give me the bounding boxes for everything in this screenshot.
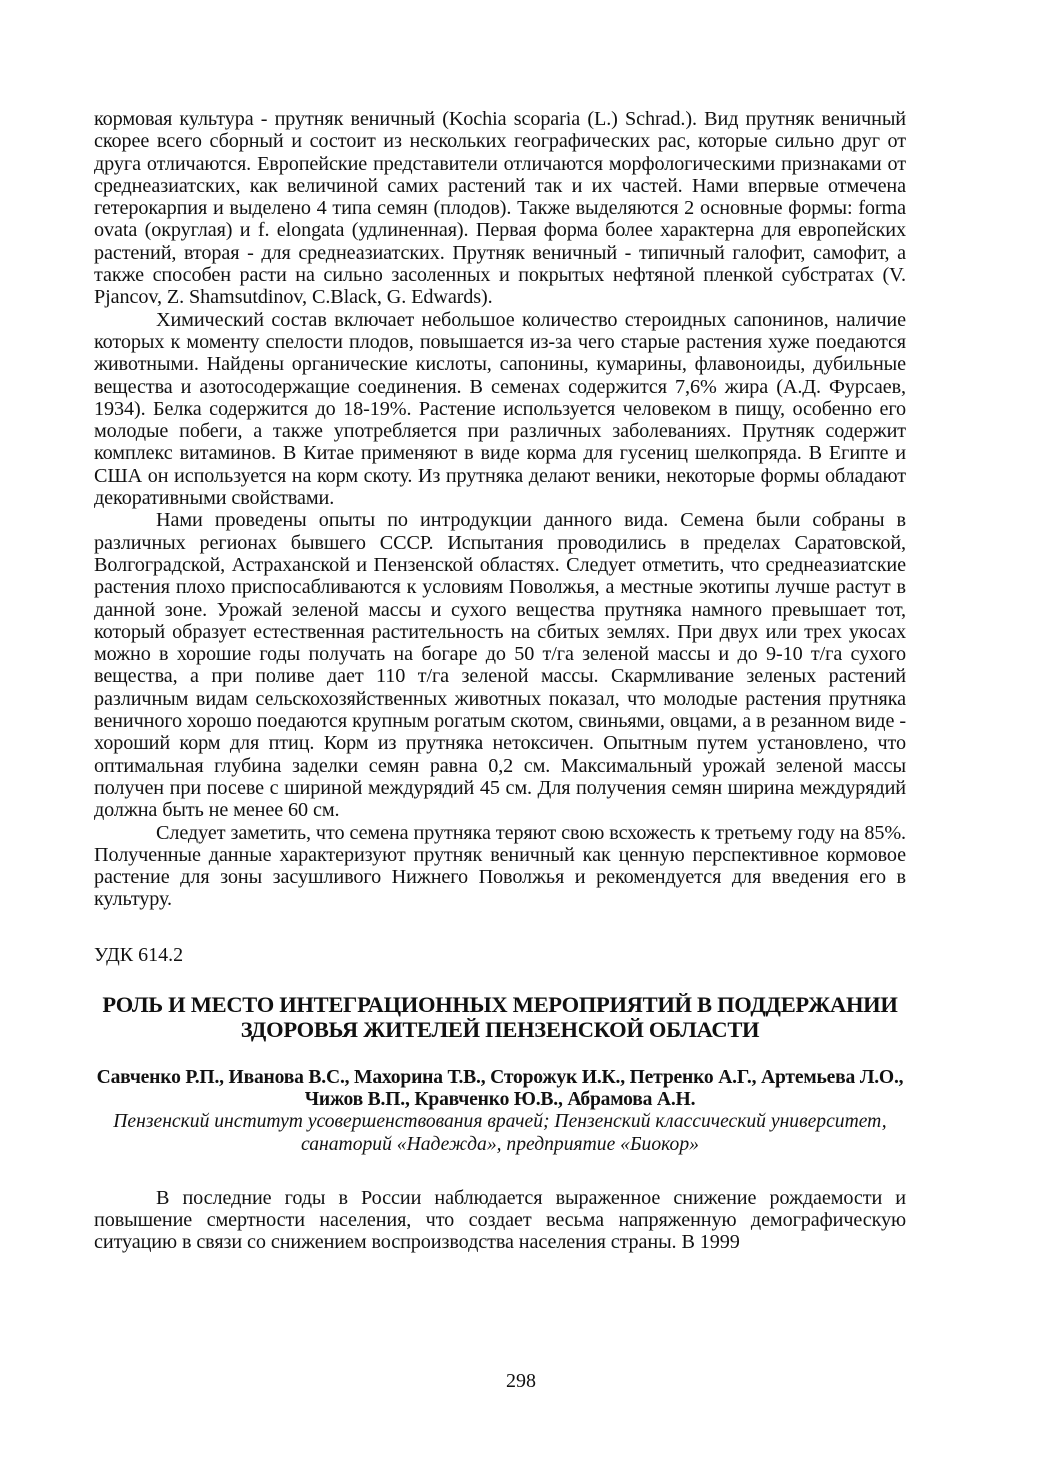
page-number: 298 (506, 1370, 536, 1392)
page-content (94, 108, 906, 1254)
udk-code: УДК 614.2 (94, 943, 184, 966)
body-paragraph-1: кормовая культура - прутняк веничный (Kochia scoparia (L.) Schrad.). Вид прутняк веничный скорее всего сборный и состоит из нескольких географических рас, которые сильно друг от друга отличаются. Европейские представители отличаются морфологическими признаками от среднеазиатских, как величиной самих растений так и их частей. Нами впервые отмечена гетерокарпия и выделено 4 типа семян (плодов). Также выделяются 2 основные формы: forma ovata (округлая) и f. elongata (удлиненная). Первая форма более характерна для европейских растений, вторая - для среднеазиатских. Прутняк веничный - типичный галофит, самофит, а также способен расти на сильно засоленных и покрытых нефтяной пленкой субстратах (V. Pjancov, Z. Shamsutdinov, C.Black, G. Edwards). (94, 108, 906, 309)
body-paragraph-4: Следует заметить, что семена прутняка теряют свою всхожесть к третьему году на 85%. Полученные данные характеризуют прутняк веничный как ценную перспективное кормовое растение для зоны засушливого Нижнего Поволжья и рекомендуется для введения его в культуру. (94, 821, 906, 911)
article-intro-paragraph: В последние годы в России наблюдается выраженное снижение рождаемости и повышение смертности населения, что создает весьма напряженную демографическую ситуацию в связи со снижением воспроизводства населения страны. В 1999 (94, 1186, 906, 1254)
body-paragraph-3: Нами проведены опыты по интродукции данного вида. Семена были собраны в различных регионах бывшего СССР. Испытания проводились в пределах Саратовской, Волгоградской, Астраханской и Пензенской областях. Следует отметить, что среднеазиатские растения плохо приспосабливаются к условиям Поволжья, а местные экотипы лучше растут в данной зоне. Урожай зеленой массы и сухого вещества прутняка намного превышает тот, который образует естественная растительность на сбитых землях. При двух или трех укосах можно в хорошие годы получать на богаре до 50 т/га зеленой массы и до 9-10 т/га сухого вещества, а при поливе дает 110 т/га зеленой массы. Скармливание зеленых растений различным видам сельскохозяйственных животных показал, что молодые растения прутняка веничного хорошо поедаются крупным рогатым скотом, свиньями, овцами, а в резанном виде - хороший корм для птиц. Корм из прутняка нетоксичен. Опытным путем установлено, что оптимальная глубина заделки семян равна 0,2 см. Максимальный урожай зеленой массы получен при посеве с шириной междурядий 45 см. Для получения семян ширина междурядий должна быть не менее 60 см. (94, 509, 906, 822)
article-affiliation: Пензенский институт усовершенствования врачей; Пензенский классический университет, санаторий «Надежда», предприятие «Биокор» (113, 1111, 887, 1155)
article-authors: Савченко Р.П., Иванова В.С., Махорина Т.В., Сторожук И.К., Петренко А.Г., Артемьева Л.О., Чижов В.П., Кравченко Ю.В., Абрамова А.Н. (96, 1066, 904, 1110)
body-paragraph-2: Химический состав включает небольшое количество стероидных сапонинов, наличие которых к моменту спелости плодов, повышается из-за чего старые растения хуже поедаются животными. Найдены органические кислоты, сапонины, кумарины, флавоноиды, дубильные вещества и азотосодержащие соединения. В семенах содержится 7,6% жира (А.Д. Фурсаев, 1934). Белка содержится до 18-19%. Растение используется человеком в пищу, особенно его молодые побеги, а также употребляется при различных заболеваниях. Прутняк содержит комплекс витаминов. В Китае применяют в виде корма для гусениц шелкопряда. В Египте и США он используется на корм скоту. Из прутняка делают веники, некоторые формы обладают декоративными свойствами. (94, 308, 906, 510)
article-title: РОЛЬ И МЕСТО ИНТЕГРАЦИОННЫХ МЕРОПРИЯТИЙ В ПОДДЕРЖАНИИ ЗДОРОВЬЯ ЖИТЕЛЕЙ ПЕНЗЕНСКОЙ ОБЛАСТИ (102, 991, 898, 1042)
